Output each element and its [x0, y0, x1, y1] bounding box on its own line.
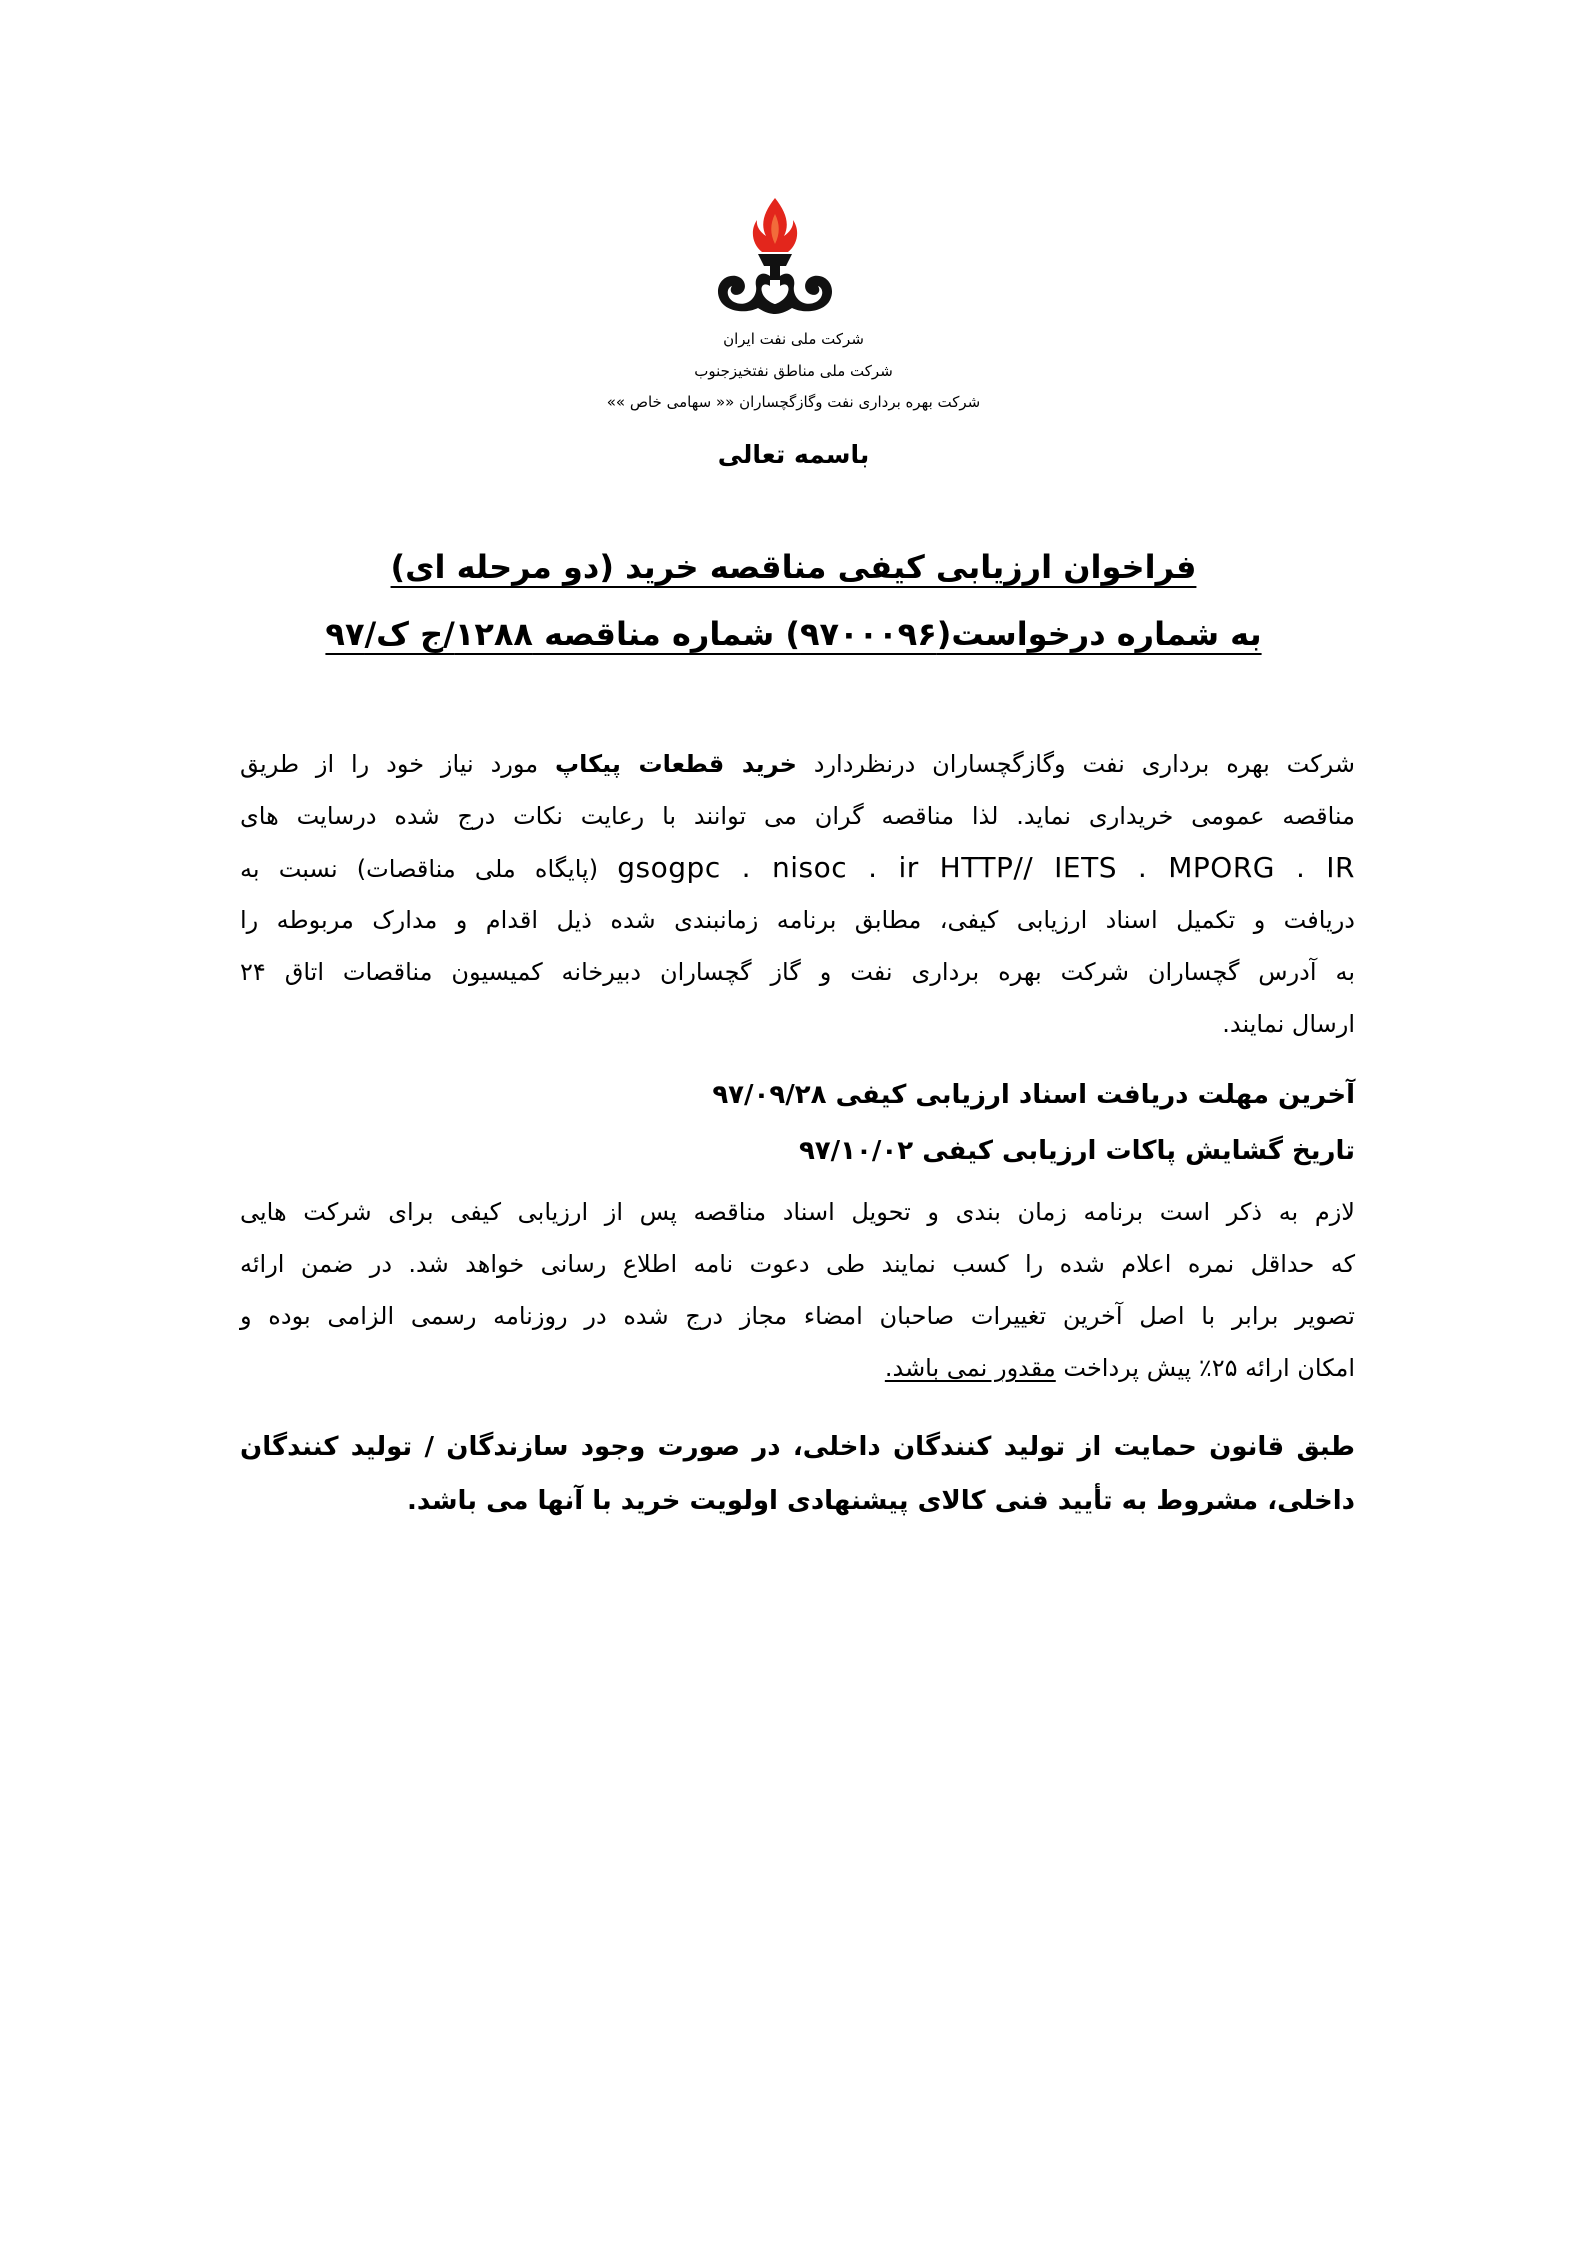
org-name-nioc: شرکت ملی نفت ایران [723, 330, 864, 348]
domestic-producers-paragraph [240, 1420, 1355, 1528]
paragraph-line: طبق قانون حمایت از تولید کنندگان داخلی، در صورت وجود سازندگان / تولید کنندگان [240, 1432, 1355, 1462]
notes-paragraph [240, 1186, 1355, 1394]
purchase-subject: خرید قطعات پیکاپ [554, 750, 797, 778]
paragraph-line [240, 842, 1355, 894]
tender-websites: gsogpc . nisoc . ir HTTP// IETS . MPORG . IR [617, 851, 1356, 884]
document-title-line-2 [0, 615, 1587, 653]
paragraph-line: ارسال نمایند. [1222, 1010, 1355, 1038]
title-text-1: فراخوان ارزیابی کیفی مناقصه خرید (دو مرحله ای) [390, 548, 1197, 586]
paragraph-line: داخلی، مشروط به تأیید فنی کالای پیشنهادی اولویت خرید با آنها می باشد. [407, 1486, 1355, 1516]
paragraph-line: لازم به ذکر است برنامه زمان بندی و تحویل اسناد مناقصه پس از ارزیابی کیفی برای شرکت هایی [240, 1198, 1355, 1226]
org-name-nisoc: شرکت ملی مناطق نفتخیزجنوب [694, 362, 893, 380]
line-text: مورد نیاز خود را از طریق [240, 750, 539, 778]
org-name-gachsaran: شرکت بهره برداری نفت وگازگچساران «« سهامی خاص »» [606, 393, 981, 411]
basmala: باسمه تعالی [717, 440, 870, 469]
deadline-opening: تاریخ گشایش پاکات ارزیابی کیفی ۹۷/۱۰/۰۲ [798, 1136, 1355, 1166]
paragraph-line: دریافت و تکمیل اسناد ارزیابی کیفی، مطابق برنامه زمانبندی شده ذیل اقدام و مدارک مربوطه را [240, 906, 1355, 934]
paragraph-line [240, 738, 1355, 790]
paragraph-line: که حداقل نمره اعلام شده را کسب نمایند طی دعوت نامه اطلاع رسانی خواهد شد. در ضمن ارائه [240, 1250, 1355, 1278]
deadline-receive-documents: آخرین مهلت دریافت اسناد ارزیابی کیفی ۹۷/۰۹/۲۸ [712, 1080, 1355, 1110]
paragraph-line: مناقصه عمومی خریداری نماید. لذا مناقصه گران می توانند با رعایت نکات درج شده درسایت های [240, 802, 1355, 830]
line-text: امکان ارائه ۲۵٪ پیش پرداخت [1063, 1354, 1355, 1382]
paragraph-line: تصویر برابر با اصل آخرین تغییرات صاحبان امضاء مجاز درج شده در روزنامه رسمی الزامی بوده و [240, 1302, 1355, 1330]
paragraph-line: به آدرس گچساران شرکت بهره برداری نفت و گاز گچساران دبیرخانه کمیسیون مناقصات اتاق ۲۴ [240, 958, 1355, 986]
nioc-flame-logo-icon [700, 190, 850, 320]
announcement-paragraph [240, 738, 1355, 1050]
line-text: شرکت بهره برداری نفت وگازگچساران درنظردارد [813, 750, 1355, 778]
paragraph-line [240, 1342, 1355, 1394]
line-text: (پایگاه ملی مناقصات) نسبت به [240, 855, 599, 883]
title-text-2: به شماره درخواست(۹۷۰۰۰۹۶) شماره مناقصه ۱۲۸۸/ج ک/۹۷ [325, 615, 1262, 653]
document-title-line-1 [0, 548, 1587, 586]
underlined-text: مقدور نمی باشد. [884, 1354, 1056, 1382]
